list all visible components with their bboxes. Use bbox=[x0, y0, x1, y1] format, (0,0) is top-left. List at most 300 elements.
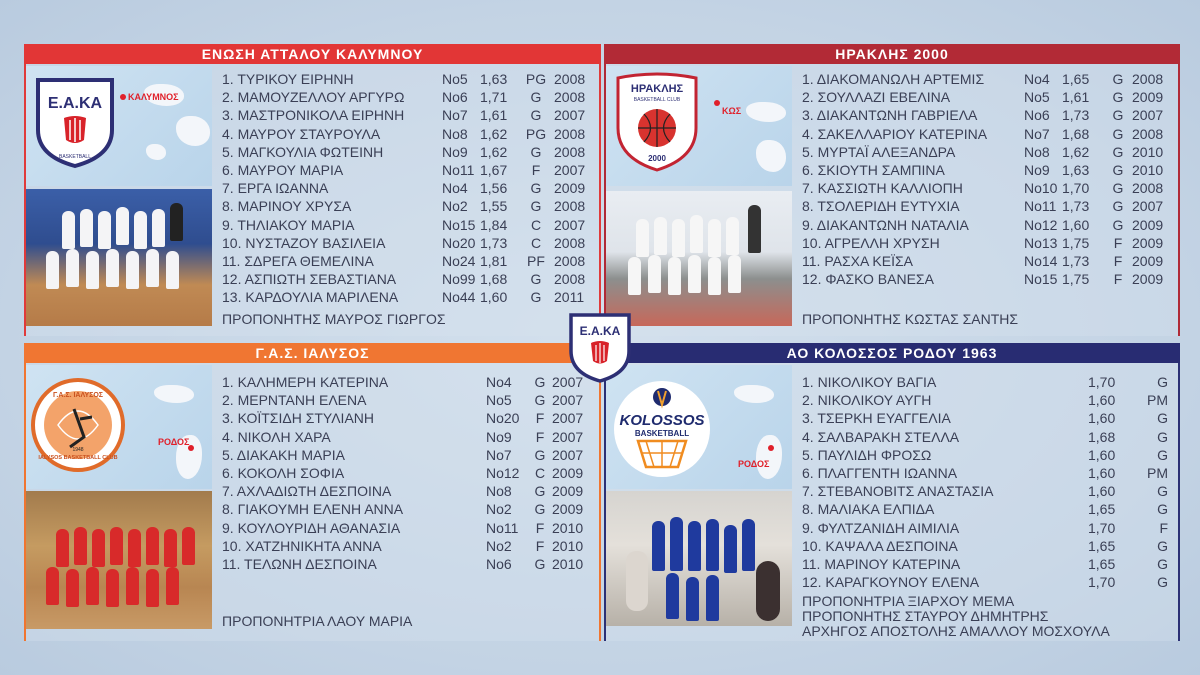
player-stat: G bbox=[534, 446, 546, 463]
svg-text:2000: 2000 bbox=[648, 154, 666, 163]
player-row bbox=[222, 161, 592, 179]
panel-title: ΕΝΩΣΗ ΑΤΤΑΛΟΥ ΚΑΛΥΜΝΟΥ bbox=[24, 44, 601, 64]
player-row bbox=[802, 70, 1172, 88]
player-stat: No5 bbox=[486, 392, 512, 409]
player-stat: 1,67 bbox=[480, 161, 508, 178]
player-name: 10. ΚΑΨΑΛΑ ΔΕΣΠΟΙΝΑ bbox=[802, 537, 958, 554]
player-stat: PG bbox=[525, 125, 547, 142]
player-stat: 2007 bbox=[552, 374, 584, 390]
player-stat: No15 bbox=[1024, 271, 1058, 288]
player-name: 1. ΔΙΑΚΟΜΑΝΩΛΗ ΑΡΤΕΜΙΣ bbox=[802, 71, 985, 87]
player-name: 8. ΤΣΟΛΕΡΙΔΗ ΕΥΤΥΧΙΑ bbox=[802, 198, 960, 215]
player-stat: 2010 bbox=[1132, 161, 1164, 178]
player-stat: 1,65 bbox=[1088, 555, 1116, 572]
player-stat: No2 bbox=[486, 501, 512, 518]
player-stat: 1,68 bbox=[1062, 125, 1090, 142]
player-stat: No20 bbox=[442, 234, 476, 251]
player-stat: PM bbox=[1147, 464, 1168, 481]
panel-title: ΑΟ ΚΟΛΟΣΣΟΣ ΡΟΔΟΥ 1963 bbox=[604, 343, 1180, 363]
player-stat: G bbox=[1157, 446, 1168, 463]
player-stat: F bbox=[1113, 252, 1123, 269]
player-stat: PG bbox=[525, 71, 547, 87]
player-stat: No14 bbox=[1024, 252, 1058, 269]
player-stat: No44 bbox=[442, 289, 476, 306]
player-stat: 2007 bbox=[552, 428, 584, 445]
svg-text:Ε.Α.ΚΑ: Ε.Α.ΚΑ bbox=[47, 95, 103, 112]
svg-text:1948: 1948 bbox=[72, 447, 84, 453]
player-row bbox=[802, 216, 1172, 234]
player-stat: 1,60 bbox=[1088, 392, 1116, 409]
svg-text:BASKETBALL: BASKETBALL bbox=[59, 154, 91, 160]
player-stat: 2009 bbox=[1132, 271, 1164, 288]
player-name: 12. ΦΑΣΚΟ ΒΑΝΕΣΑ bbox=[802, 271, 934, 288]
player-row bbox=[222, 428, 592, 446]
player-stat: 1,61 bbox=[1062, 89, 1090, 106]
player-stat: G bbox=[1112, 143, 1124, 160]
player-row bbox=[802, 179, 1172, 197]
player-stat: F bbox=[1159, 519, 1168, 536]
player-stat: No6 bbox=[442, 89, 468, 106]
player-row bbox=[802, 88, 1172, 106]
roster bbox=[222, 373, 592, 573]
player-stat: 2007 bbox=[552, 392, 584, 409]
svg-text:BASKETBALL CLUB: BASKETBALL CLUB bbox=[633, 97, 681, 103]
player-stat: 1,61 bbox=[480, 107, 508, 124]
player-stat: G bbox=[1157, 574, 1168, 591]
player-name: 3. ΔΙΑΚΑΝΤΩΝΗ ΓΑΒΡΙΕΛΑ bbox=[802, 107, 978, 124]
player-name: 4. ΝΙΚΟΛΗ ΧΑΡΑ bbox=[222, 428, 331, 445]
panel-title: Γ.Α.Σ. ΙΑΛΥΣΟΣ bbox=[24, 343, 601, 363]
center-eaka-logo bbox=[567, 311, 633, 383]
player-row bbox=[222, 88, 592, 106]
player-name: 5. ΜΥΡΤΑΪ ΑΛΕΞΑΝΔΡΑ bbox=[802, 143, 956, 160]
player-stat: 2011 bbox=[554, 289, 585, 306]
player-name: 1. ΚΑΛΗΜΕΡΗ ΚΑΤΕΡΙΝΑ bbox=[222, 374, 389, 390]
coach-block bbox=[802, 312, 1018, 327]
player-stat: 2009 bbox=[1132, 234, 1164, 251]
player-stat: PM bbox=[1147, 392, 1168, 409]
city-label: ΚΩΣ bbox=[722, 106, 742, 116]
player-name: 1. ΝΙΚΟΛΙΚΟΥ ΒΑΓΙΑ bbox=[802, 374, 937, 390]
player-name: 9. ΔΙΑΚΑΝΤΩΝΗ ΝΑΤΑΛΙΑ bbox=[802, 216, 969, 233]
player-name: 11. ΣΔΡΕΓΑ ΘΕΜΕΛΙΝΑ bbox=[222, 252, 374, 269]
player-stat: 2007 bbox=[1132, 198, 1164, 215]
player-stat: 1,84 bbox=[480, 216, 508, 233]
panel-iraklis-2000 bbox=[604, 44, 1180, 336]
player-row bbox=[222, 482, 592, 500]
player-row bbox=[802, 464, 1172, 482]
player-stat: 2008 bbox=[1132, 125, 1164, 142]
player-name: 11. ΜΑΡΙΝΟΥ ΚΑΤΕΡΙΝΑ bbox=[802, 555, 961, 572]
player-stat: F bbox=[535, 537, 545, 554]
player-stat: 2009 bbox=[1132, 252, 1164, 269]
player-stat: No10 bbox=[1024, 180, 1058, 197]
coach-block bbox=[222, 312, 446, 327]
player-row bbox=[802, 409, 1172, 427]
player-name: 9. ΚΟΥΛΟΥΡΙΔΗ ΑΘΑΝΑΣΙΑ bbox=[222, 519, 401, 536]
player-stat: 2008 bbox=[554, 143, 586, 160]
player-stat: G bbox=[534, 501, 546, 518]
player-stat: No11 bbox=[1024, 198, 1057, 215]
player-stat: 1,60 bbox=[1062, 216, 1090, 233]
player-stat: G bbox=[530, 89, 542, 106]
panel-enosi-attalou bbox=[24, 44, 601, 336]
player-stat: 1,60 bbox=[1088, 446, 1116, 463]
player-stat: No13 bbox=[1024, 234, 1058, 251]
player-stat: 1,70 bbox=[1062, 180, 1090, 197]
coach-line: ΠΡΟΠΟΝΗΤΗΣ ΚΩΣΤΑΣ ΣΑΝΤΗΣ bbox=[802, 311, 1019, 327]
player-name: 6. ΠΛΑΓΓΕΝΤΗ ΙΩΑΝΝΑ bbox=[802, 464, 958, 481]
player-stat: F bbox=[531, 161, 541, 178]
player-stat: No2 bbox=[486, 537, 512, 554]
player-stat: 1,56 bbox=[480, 180, 508, 197]
player-stat: G bbox=[530, 271, 542, 288]
player-stat: No99 bbox=[442, 271, 476, 288]
player-stat: G bbox=[1157, 555, 1168, 572]
iraklis-logo bbox=[614, 70, 700, 174]
player-name: 9. ΤΗΛΙΑΚΟΥ ΜΑΡΙΑ bbox=[222, 216, 355, 233]
player-name: 10. ΧΑΤΖΗΝΙΚΗΤΑ ΑΝΝΑ bbox=[222, 537, 382, 554]
player-row bbox=[802, 252, 1172, 270]
player-row bbox=[222, 179, 592, 197]
player-name: 3. ΤΣΕΡΚΗ ΕΥΑΓΓΕΛΙΑ bbox=[802, 410, 951, 427]
location-marker-icon bbox=[768, 445, 774, 451]
player-row bbox=[802, 573, 1172, 591]
player-name: 4. ΜΑΥΡΟΥ ΣΤΑΥΡΟΥΛΑ bbox=[222, 125, 381, 142]
player-row bbox=[802, 106, 1172, 124]
player-stat: 1,65 bbox=[1088, 537, 1116, 554]
player-stat: No7 bbox=[442, 107, 468, 124]
location-marker-icon bbox=[120, 94, 126, 100]
player-row bbox=[222, 106, 592, 124]
coach-block bbox=[222, 614, 412, 629]
player-stat: G bbox=[1112, 71, 1124, 87]
player-stat: 1,60 bbox=[1088, 483, 1116, 500]
player-name: 7. ΚΑΣΣΙΩΤΗ ΚΑΛΛΙΟΠΗ bbox=[802, 180, 963, 197]
player-stat: 1,70 bbox=[1088, 574, 1116, 591]
player-stat: 1,73 bbox=[480, 234, 508, 251]
player-stat: No5 bbox=[1024, 89, 1050, 106]
player-stat: 1,60 bbox=[480, 289, 508, 306]
coach-line: ΠΡΟΠΟΝΗΤΗΣ ΣΤΑΥΡΟΥ ΔΗΜΗΤΡΗΣ bbox=[802, 608, 1049, 624]
player-stat: No8 bbox=[486, 483, 512, 500]
city-label: ΡΟΔΟΣ bbox=[738, 459, 770, 469]
player-row bbox=[802, 373, 1172, 391]
player-stat: 2009 bbox=[552, 483, 584, 500]
player-row bbox=[222, 409, 592, 427]
player-stat: 2008 bbox=[1132, 180, 1164, 197]
player-stat: F bbox=[535, 519, 545, 536]
player-name: 7. ΣΤΕΒΑΝΟΒΙΤΣ ΑΝΑΣΤΑΣΙΑ bbox=[802, 483, 994, 500]
player-row bbox=[222, 252, 592, 270]
player-stat: No4 bbox=[442, 180, 468, 197]
player-stat: 2009 bbox=[1132, 216, 1164, 233]
player-stat: 2009 bbox=[552, 501, 584, 518]
player-stat: 2007 bbox=[552, 446, 584, 463]
coach-line: ΠΡΟΠΟΝΗΤΗΣ ΜΑΥΡΟΣ ΓΙΩΡΓΟΣ bbox=[222, 311, 446, 327]
svg-text:Γ.Α.Σ. ΙΑΛΥΣΟΣ: Γ.Α.Σ. ΙΑΛΥΣΟΣ bbox=[52, 392, 104, 399]
player-name: 3. ΚΟΪΤΣΙΔΗ ΣΤΥΛΙΑΝΗ bbox=[222, 410, 375, 427]
player-stat: 1,73 bbox=[1062, 107, 1090, 124]
player-stat: G bbox=[1157, 374, 1168, 390]
player-stat: G bbox=[530, 289, 542, 306]
player-stat: G bbox=[1112, 198, 1124, 215]
player-stat: 1,81 bbox=[480, 252, 508, 269]
coach-line: ΠΡΟΠΟΝΗΤΡΙΑ ΛΑΟΥ ΜΑΡΙΑ bbox=[222, 613, 413, 629]
kolossos-logo bbox=[612, 375, 712, 479]
player-stat: No9 bbox=[486, 428, 512, 445]
player-name: 6. ΣΚΙΟΥΤΗ ΣΑΜΠΙΝΑ bbox=[802, 161, 945, 178]
player-row bbox=[802, 555, 1172, 573]
player-name: 9. ΦΥΛΤΖΑΝΙΔΗ ΑΙΜΙΛΙΑ bbox=[802, 519, 960, 536]
player-stat: No12 bbox=[1024, 216, 1058, 233]
player-row bbox=[222, 197, 592, 215]
player-stat: 1,63 bbox=[1062, 161, 1090, 178]
svg-text:KOLOSSOS: KOLOSSOS bbox=[619, 412, 705, 429]
player-row bbox=[802, 125, 1172, 143]
player-stat: G bbox=[530, 198, 542, 215]
svg-text:IALYSOS BASKETBALL CLUB: IALYSOS BASKETBALL CLUB bbox=[38, 455, 118, 461]
player-name: 7. ΕΡΓΑ ΙΩΑΝΝΑ bbox=[222, 180, 329, 197]
player-name: 3. ΜΑΣΤΡΟΝΙΚΟΛΑ ΕΙΡΗΝΗ bbox=[222, 107, 405, 124]
player-name: 1. ΤΥΡΙΚΟΥ ΕΙΡΗΝΗ bbox=[222, 71, 354, 87]
player-row bbox=[802, 270, 1172, 288]
player-name: 10. ΑΓΡΕΛΛΗ ΧΡΥΣΗ bbox=[802, 234, 940, 251]
player-stat: G bbox=[1157, 483, 1168, 500]
coach-line: ΑΡΧΗΓΟΣ ΑΠΟΣΤΟΛΗΣ ΑΜΑΛΛΟΥ ΜΟΣΧΟΥΛΑ bbox=[802, 623, 1110, 639]
player-name: 13. ΚΑΡΔΟΥΛΙΑ ΜΑΡΙΛΕΝΑ bbox=[222, 289, 399, 306]
player-stat: 2008 bbox=[1132, 71, 1164, 87]
player-stat: 2007 bbox=[554, 216, 586, 233]
player-stat: 2008 bbox=[554, 89, 586, 106]
player-stat: C bbox=[530, 234, 542, 251]
team-photo bbox=[606, 191, 792, 326]
player-name: 8. ΜΑΡΙΝΟΥ ΧΡΥΣΑ bbox=[222, 198, 352, 215]
player-stat: No20 bbox=[486, 410, 520, 427]
player-name: 12. ΚΑΡΑΓΚΟΥΝΟΥ ΕΛΕΝΑ bbox=[802, 574, 980, 591]
player-row bbox=[802, 500, 1172, 518]
player-row bbox=[222, 519, 592, 537]
player-stat: 1,62 bbox=[480, 143, 508, 160]
player-stat: 1,62 bbox=[480, 125, 508, 142]
player-stat: G bbox=[530, 107, 542, 124]
player-row bbox=[802, 482, 1172, 500]
coach-line: ΠΡΟΠΟΝΗΤΡΙΑ ΞΙΑΡΧΟΥ ΜΕΜΑ bbox=[802, 593, 1015, 609]
player-name: 11. ΤΕΛΩΝΗ ΔΕΣΠΟΙΝΑ bbox=[222, 555, 377, 572]
player-row bbox=[802, 143, 1172, 161]
player-name: 12. ΑΣΠΙΩΤΗ ΣΕΒΑΣΤΙΑΝΑ bbox=[222, 271, 397, 288]
player-stat: 2009 bbox=[552, 464, 584, 481]
player-stat: 2007 bbox=[554, 161, 586, 178]
player-row bbox=[222, 391, 592, 409]
player-stat: G bbox=[534, 374, 546, 390]
player-stat: 1,75 bbox=[1062, 234, 1090, 251]
player-row bbox=[222, 446, 592, 464]
team-photo bbox=[26, 491, 212, 629]
player-stat: G bbox=[534, 483, 546, 500]
player-stat: No8 bbox=[1024, 143, 1050, 160]
player-name: 5. ΔΙΑΚΑΚΗ ΜΑΡΙΑ bbox=[222, 446, 345, 463]
city-label: ΚΑΛΥΜΝΟΣ bbox=[128, 92, 179, 102]
player-stat: G bbox=[1112, 161, 1124, 178]
player-stat: 2007 bbox=[554, 107, 586, 124]
team-photo bbox=[26, 189, 212, 326]
player-stat: 1,70 bbox=[1088, 374, 1116, 390]
player-stat: No6 bbox=[1024, 107, 1050, 124]
player-row bbox=[802, 446, 1172, 464]
player-stat: 2007 bbox=[552, 410, 584, 427]
player-row bbox=[802, 161, 1172, 179]
player-name: 2. ΝΙΚΟΛΙΚΟΥ ΑΥΓΗ bbox=[802, 392, 932, 409]
player-stat: No9 bbox=[442, 143, 468, 160]
player-stat: 1,65 bbox=[1062, 71, 1090, 87]
player-row bbox=[222, 70, 592, 88]
player-stat: 2008 bbox=[554, 198, 586, 215]
player-stat: No7 bbox=[486, 446, 512, 463]
player-name: 6. ΜΑΥΡΟΥ ΜΑΡΙΑ bbox=[222, 161, 344, 178]
roster bbox=[802, 70, 1172, 288]
player-stat: 2009 bbox=[1132, 89, 1164, 106]
player-name: 5. ΠΑΥΛΙΔΗ ΦΡΟΣΩ bbox=[802, 446, 932, 463]
player-name: 8. ΓΙΑΚΟΥΜΗ ΕΛΕΝΗ ΑΝΝΑ bbox=[222, 501, 404, 518]
player-name: 6. ΚΟΚΟΛΗ ΣΟΦΙΑ bbox=[222, 464, 345, 481]
player-name: 7. ΑΧΛΑΔΙΩΤΗ ΔΕΣΠΟΙΝΑ bbox=[222, 483, 392, 500]
player-stat: G bbox=[1112, 107, 1124, 124]
player-stat: No7 bbox=[1024, 125, 1050, 142]
player-stat: G bbox=[1157, 410, 1168, 427]
player-stat: 1,60 bbox=[1088, 464, 1116, 481]
player-name: 5. ΜΑΓΚΟΥΛΙΑ ΦΩΤΕΙΝΗ bbox=[222, 143, 384, 160]
player-stat: 1,73 bbox=[1062, 198, 1090, 215]
player-stat: 1,71 bbox=[480, 89, 508, 106]
player-stat: No4 bbox=[486, 374, 512, 390]
team-photo bbox=[606, 491, 792, 626]
player-stat: 2010 bbox=[552, 537, 584, 554]
player-row bbox=[222, 555, 592, 573]
player-row bbox=[222, 270, 592, 288]
player-row bbox=[802, 197, 1172, 215]
player-stat: G bbox=[530, 180, 542, 197]
player-stat: G bbox=[534, 392, 546, 409]
player-stat: No12 bbox=[486, 464, 520, 481]
player-stat: G bbox=[1112, 180, 1124, 197]
player-stat: No11 bbox=[486, 519, 519, 536]
player-row bbox=[222, 143, 592, 161]
player-stat: PF bbox=[527, 252, 545, 269]
player-row bbox=[802, 519, 1172, 537]
player-stat: 2007 bbox=[1132, 107, 1164, 124]
svg-text:BASKETBALL: BASKETBALL bbox=[634, 429, 690, 438]
player-stat: 1,65 bbox=[1088, 501, 1116, 518]
player-row bbox=[802, 234, 1172, 252]
player-stat: 2009 bbox=[554, 180, 586, 197]
player-stat: G bbox=[534, 555, 546, 572]
player-name: 2. ΜΕΡΝΤΑΝΗ ΕΛΕΝΑ bbox=[222, 392, 367, 409]
player-stat: 1,60 bbox=[1088, 410, 1116, 427]
city-label: ΡΟΔΟΣ bbox=[158, 437, 190, 447]
player-stat: No4 bbox=[1024, 71, 1050, 87]
player-stat: No24 bbox=[442, 252, 476, 269]
roster bbox=[802, 373, 1172, 591]
player-stat: 1,75 bbox=[1062, 271, 1090, 288]
player-row bbox=[802, 428, 1172, 446]
player-stat: G bbox=[1112, 125, 1124, 142]
player-name: 4. ΣΑΚΕΛΛΑΡΙΟΥ ΚΑΤΕΡΙΝΑ bbox=[802, 125, 988, 142]
player-stat: G bbox=[1157, 428, 1168, 445]
player-stat: 2008 bbox=[554, 71, 586, 87]
svg-text:ΗΡΑΚΛΗΣ: ΗΡΑΚΛΗΣ bbox=[630, 83, 684, 95]
player-name: 4. ΣΑΛΒΑΡΑΚΗ ΣΤΕΛΛΑ bbox=[802, 428, 960, 445]
player-stat: G bbox=[1112, 216, 1124, 233]
player-stat: 1,73 bbox=[1062, 252, 1090, 269]
player-stat: G bbox=[1157, 537, 1168, 554]
player-stat: No5 bbox=[442, 71, 468, 87]
player-stat: 2008 bbox=[554, 125, 586, 142]
player-stat: C bbox=[534, 464, 546, 481]
panel-kolossos-rodou bbox=[604, 343, 1180, 641]
player-stat: F bbox=[1113, 234, 1123, 251]
player-row bbox=[222, 500, 592, 518]
player-stat: 1,68 bbox=[1088, 428, 1116, 445]
player-stat: 2008 bbox=[554, 271, 586, 288]
player-name: 11. ΡΑΣΧΑ ΚΕΪΣΑ bbox=[802, 252, 913, 269]
player-name: 8. ΜΑΛΙΑΚΑ ΕΛΠΙΔΑ bbox=[802, 501, 935, 518]
player-stat: 1,68 bbox=[480, 271, 508, 288]
panel-gas-ialysos bbox=[24, 343, 601, 641]
player-stat: No11 bbox=[442, 161, 475, 178]
roster bbox=[222, 70, 592, 306]
player-name: 2. ΜΑΜΟΥΖΕΛΛΟΥ ΑΡΓΥΡΩ bbox=[222, 89, 405, 106]
panel-title: ΗΡΑΚΛΗΣ 2000 bbox=[604, 44, 1180, 64]
player-stat: 2008 bbox=[554, 234, 586, 251]
player-stat: 2010 bbox=[1132, 143, 1164, 160]
player-stat: G bbox=[1112, 89, 1124, 106]
player-row bbox=[222, 216, 592, 234]
player-stat: F bbox=[535, 428, 545, 445]
player-stat: No15 bbox=[442, 216, 476, 233]
player-row bbox=[222, 464, 592, 482]
player-stat: 1,63 bbox=[480, 71, 508, 87]
player-stat: 1,70 bbox=[1088, 519, 1116, 536]
player-row bbox=[222, 373, 592, 391]
player-name: 10. ΝΥΣΤΑΖΟΥ ΒΑΣΙΛΕΙΑ bbox=[222, 234, 386, 251]
player-row bbox=[222, 125, 592, 143]
player-name: 2. ΣΟΥΛΛΑΖΙ ΕΒΕΛΙΝΑ bbox=[802, 89, 951, 106]
player-stat: C bbox=[530, 216, 542, 233]
player-row bbox=[222, 537, 592, 555]
svg-text:Ε.Α.ΚΑ: Ε.Α.ΚΑ bbox=[579, 324, 621, 338]
player-row bbox=[802, 537, 1172, 555]
player-stat: 1,55 bbox=[480, 198, 508, 215]
player-stat: G bbox=[530, 143, 542, 160]
player-stat: 2010 bbox=[552, 555, 584, 572]
player-stat: G bbox=[1157, 501, 1168, 518]
ialysos-logo bbox=[30, 377, 126, 473]
player-stat: F bbox=[1113, 271, 1123, 288]
eaka-logo bbox=[34, 74, 116, 170]
coach-block bbox=[802, 594, 1110, 639]
player-stat: 2010 bbox=[552, 519, 584, 536]
player-stat: No9 bbox=[1024, 161, 1050, 178]
player-stat: 1,62 bbox=[1062, 143, 1090, 160]
player-row bbox=[222, 234, 592, 252]
player-stat: F bbox=[535, 410, 545, 427]
player-stat: 2008 bbox=[554, 252, 586, 269]
location-marker-icon bbox=[714, 100, 720, 106]
player-stat: No6 bbox=[486, 555, 512, 572]
player-row bbox=[802, 391, 1172, 409]
player-row bbox=[222, 288, 592, 306]
